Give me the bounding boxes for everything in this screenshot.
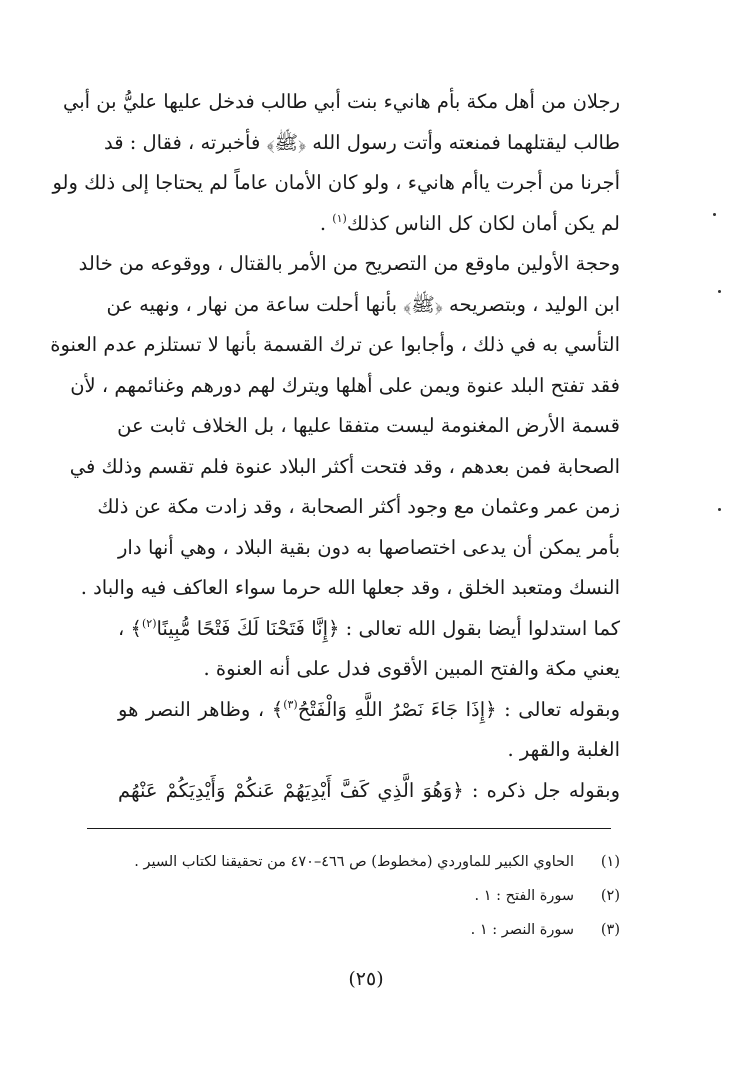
line-text: أجرنا من أجرت ياأم هانيء ، ولو كان الأمان عاماً لم يحتاجا إلى ذلك ولو	[52, 171, 620, 194]
footnote-reference: (١)	[332, 211, 347, 225]
footnote-number: (١)	[600, 854, 620, 870]
line-text: وحجة الأولين ماوقع من التصريح من الأمر بالقتال ، ووقوعه من خالد	[78, 252, 620, 275]
text-line	[118, 528, 620, 568]
text-line	[118, 406, 620, 446]
text-line	[118, 204, 620, 247]
footnote-text: سورة الفتح : ١ .	[474, 888, 574, 904]
text-line	[62, 82, 620, 122]
margin-mark	[718, 290, 721, 293]
text-line	[80, 568, 620, 608]
line-text: الغلبة والقهر .	[507, 738, 620, 761]
line-text: وبقوله جل ذكره : ﴿وَهُوَ الَّذِي كَفَّ أَيْدِيَهُمْ عَنكُمْ وَأَيْدِيَكُمْ عَنْهُم	[118, 778, 620, 802]
line-text: طالب ليقتلهما فمنعته وأتت رسول الله ﴿ﷺ﴾ فأخبرته ، فقال : قد	[103, 130, 620, 154]
line-text: يعني مكة والفتح المبين الأقوى فدل على أنه العنوة .	[203, 657, 620, 680]
line-tail: .	[319, 211, 333, 235]
text-line	[118, 649, 620, 689]
margin-mark	[713, 213, 716, 216]
text-line	[70, 366, 620, 406]
text-line	[118, 690, 620, 733]
text-line	[78, 244, 620, 284]
line-text: وبقوله تعالى : ﴿إِذَا جَاءَ نَصْرُ اللَّهِ وَالْفَتْحُ	[297, 697, 620, 721]
page-number: (٢٥)	[348, 968, 384, 990]
line-text: ابن الوليد ، وبتصريحه ﴿ﷺ﴾ بأنها أحلت ساعة من نهار ، ونهيه عن	[106, 292, 620, 316]
line-text: لم يكن أمان لكان كل الناس كذلك	[346, 211, 620, 235]
line-text: زمن عمر وعثمان مع وجود أكثر الصحابة ، وقد زادت مكة عن ذلك	[97, 495, 620, 518]
line-text: كما استدلوا أيضا بقول الله تعالى : ﴿إِنَّا فَتَحْنَا لَكَ فَتْحًا مُّبِينًا	[156, 616, 620, 640]
line-text: النسك ومتعبد الخلق ، وقد جعلها الله حرما سواء العاكف فيه والباد .	[80, 576, 620, 599]
text-line	[118, 609, 620, 652]
line-text: قسمة الأرض المغنومة ليست متفقا عليها ، بل الخلاف ثابت عن	[117, 414, 620, 437]
text-line	[118, 771, 620, 811]
text-line	[106, 285, 620, 325]
line-text: رجلان من أهل مكة بأم هانيء بنت أبي طالب فدخل عليها عليُّ بن أبي	[62, 90, 620, 113]
footnote	[80, 884, 620, 908]
footnote-reference: (٣)	[283, 697, 298, 711]
text-line	[69, 447, 620, 487]
line-tail: ﴾ ،	[118, 616, 142, 640]
text-line	[52, 163, 620, 203]
footnote-text: الحاوي الكبير للماوردي (مخطوط) ص ٤٦٦–٤٧٠ من تحقيقنا لكتاب السير .	[134, 854, 574, 870]
footnote-reference: (٢)	[141, 616, 157, 630]
footnote-separator	[87, 828, 611, 829]
line-text: بأمر يمكن أن يدعى اختصاصها به دون بقية البلاد ، وهي أنها دار	[118, 535, 620, 559]
line-tail: ﴾ ، وظاهر النصر هو	[118, 697, 284, 721]
footnote	[80, 850, 620, 874]
footnote-number: (٢)	[600, 888, 620, 904]
line-text: الصحابة فمن بعدهم ، وقد فتحت أكثر البلاد عنوة فلم تقسم وذلك في	[69, 454, 620, 478]
footnote-number: (٣)	[600, 922, 620, 938]
footnote	[80, 918, 620, 942]
footnote-text: سورة النصر : ١ .	[470, 922, 574, 938]
line-text: التأسي به في ذلك ، وأجابوا عن ترك القسمة بأنها لا تستلزم عدم العنوة	[50, 333, 620, 356]
text-line	[50, 325, 620, 365]
margin-mark	[718, 508, 721, 511]
text-line	[118, 730, 620, 770]
text-line	[97, 487, 620, 527]
line-text: فقد تفتح البلد عنوة ويمن على أهلها ويترك لهم دورهم وغنائمهم ، لأن	[70, 373, 620, 397]
text-line	[103, 123, 620, 163]
